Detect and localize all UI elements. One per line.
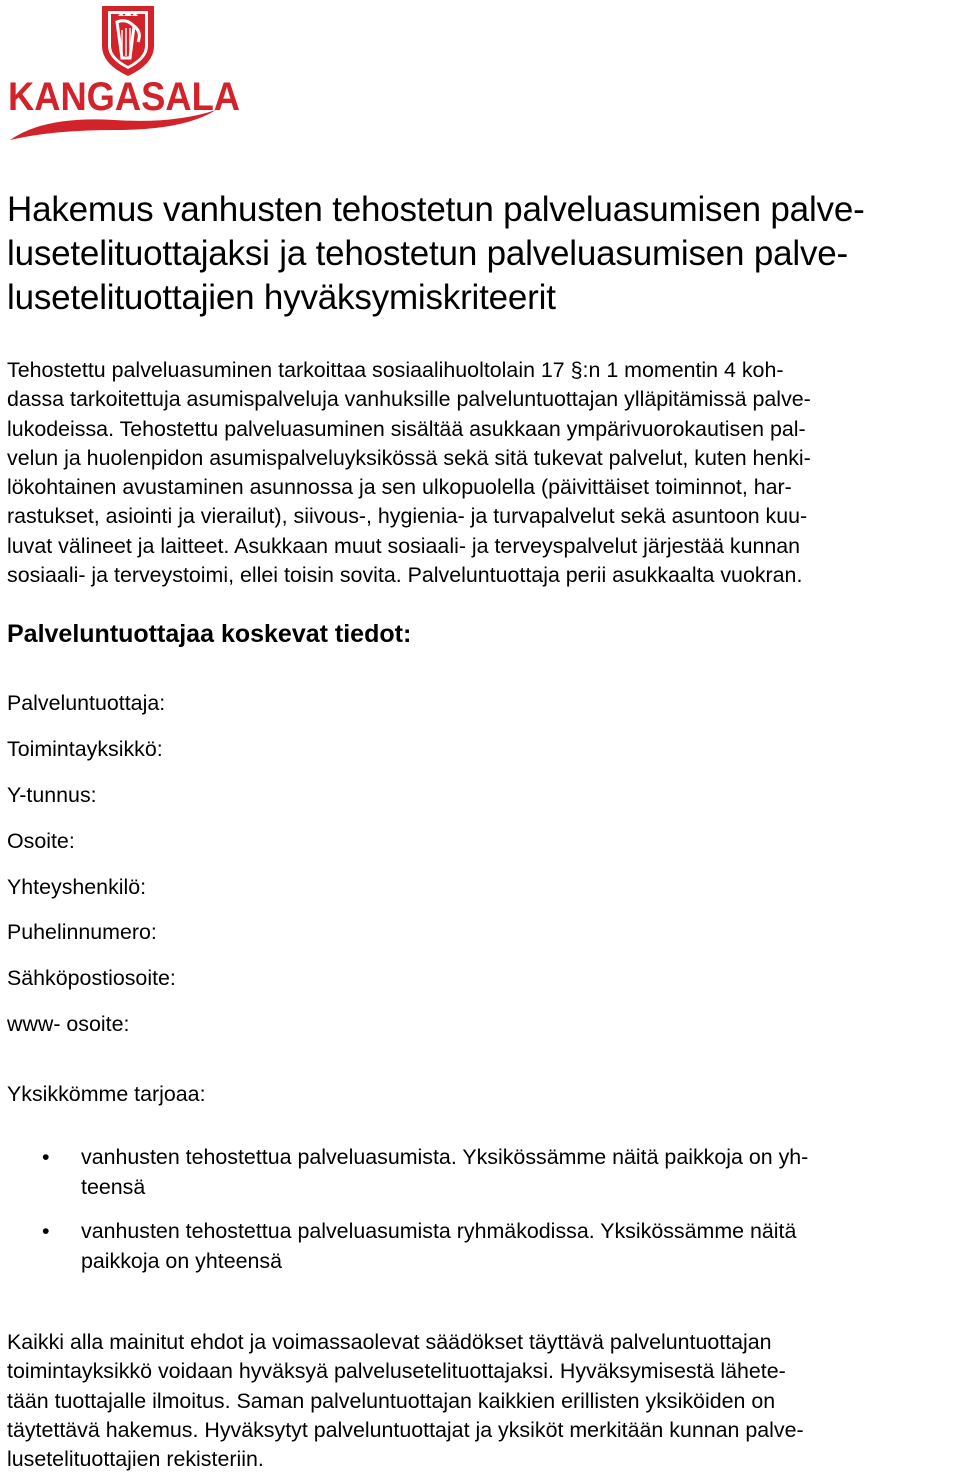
closing-line: Kaikki alla mainitut ehdot ja voimassaolevat säädökset täyttävä palveluntuottajan [7,1330,772,1354]
field-label-osoite: Osoite: [7,828,75,853]
list-item [0,1217,960,1276]
field-label-palveluntuottaja: Palveluntuottaja: [7,691,166,715]
field-label-sahkopostiosoite: Sähköpostiosoite: [7,966,176,991]
intro-line: lökohtainen avustaminen asunnossa ja sen ulkopuolella (päivittäiset toiminnot, har- [7,475,792,500]
offers-label: Yksikkömme tarjoaa: [7,1082,206,1106]
field-label-puhelinnumero: Puhelinnumero: [7,920,157,945]
logo-wordmark: KANGASALA [8,75,240,119]
intro-line: lukodeissa. Tehostettu palveluasuminen sisältää asukkaan ympärivuorokautisen pal- [7,416,806,441]
closing-line: lusetelituottajien rekisteriin. [7,1447,264,1472]
closing-line: toimintayksikkö voidaan hyväksyä palvelusetelituottajaksi. Hyväksymisestä lähete- [7,1359,786,1384]
provider-fields [7,688,176,1055]
intro-line: dassa tarkoitettuja asumispalveluja vanhuksille palveluntuottajan ylläpitämissä palve- [7,387,811,412]
title-line: lusetelituottajaksi ja tehostetun palveluasumisen palve- [7,234,848,273]
list-item [0,1143,960,1202]
bullet-icon: • [42,1219,50,1243]
closing-line: tään tuottajalle ilmoitus. Saman palveluntuottajan kaikkien erillisten yksiköiden on [7,1388,776,1413]
title-line: lusetelituottajien hyväksymiskriteerit [7,278,556,317]
intro-line: Tehostettu palveluasuminen tarkoittaa sosiaalihuoltolain 17 §:n 1 momentin 4 koh- [7,358,784,382]
title-line: Hakemus vanhusten tehostetun palveluasumisen palve- [7,190,865,229]
field-label-toimintayksikko: Toimintayksikkö: [7,736,163,761]
document-title [7,188,955,320]
field-label-yhteyshenkilo: Yhteyshenkilö: [7,874,147,899]
intro-line: sosiaali- ja terveystoimi, ellei toisin sovita. Palveluntuottaja perii asukkaalta vuokran. [7,563,803,588]
offer-text: paikkoja on yhteensä [81,1248,282,1273]
section-heading: Palveluntuottajaa koskevat tiedot: [7,620,412,648]
offer-text: vanhusten tehostettua palveluasumista ryhmäkodissa. Yksikössämme näitä [81,1219,797,1243]
bullet-icon: • [42,1145,50,1169]
offers-list [0,1143,960,1276]
offer-text: teensä [81,1174,146,1199]
field-label-y-tunnus: Y-tunnus: [7,782,97,807]
intro-paragraph [7,356,955,590]
intro-line: velun ja huolenpidon asumispalveluyksikössä sekä sitä tukevat palvelut, kuten henki- [7,445,811,470]
intro-line: luvat välineet ja laitteet. Asukkaan muut sosiaali- ja terveyspalvelut järjestää kunnan [7,533,801,558]
kangasala-logo [4,2,244,152]
coat-of-arms-harp-icon [102,6,154,76]
closing-line: täytettävä hakemus. Hyväksytyt palveluntuottajat ja yksiköt merkitään kunnan palve- [7,1417,804,1442]
field-label-www-osoite: www- osoite: [7,1012,130,1037]
closing-paragraph [7,1328,955,1474]
offer-text: vanhusten tehostettua palveluasumista. Yksikössämme näitä paikkoja on yh- [81,1145,809,1169]
intro-line: rastukset, asiointi ja vierailut), siivous-, hygienia- ja turvapalvelut sekä asuntoon kuu- [7,504,808,529]
